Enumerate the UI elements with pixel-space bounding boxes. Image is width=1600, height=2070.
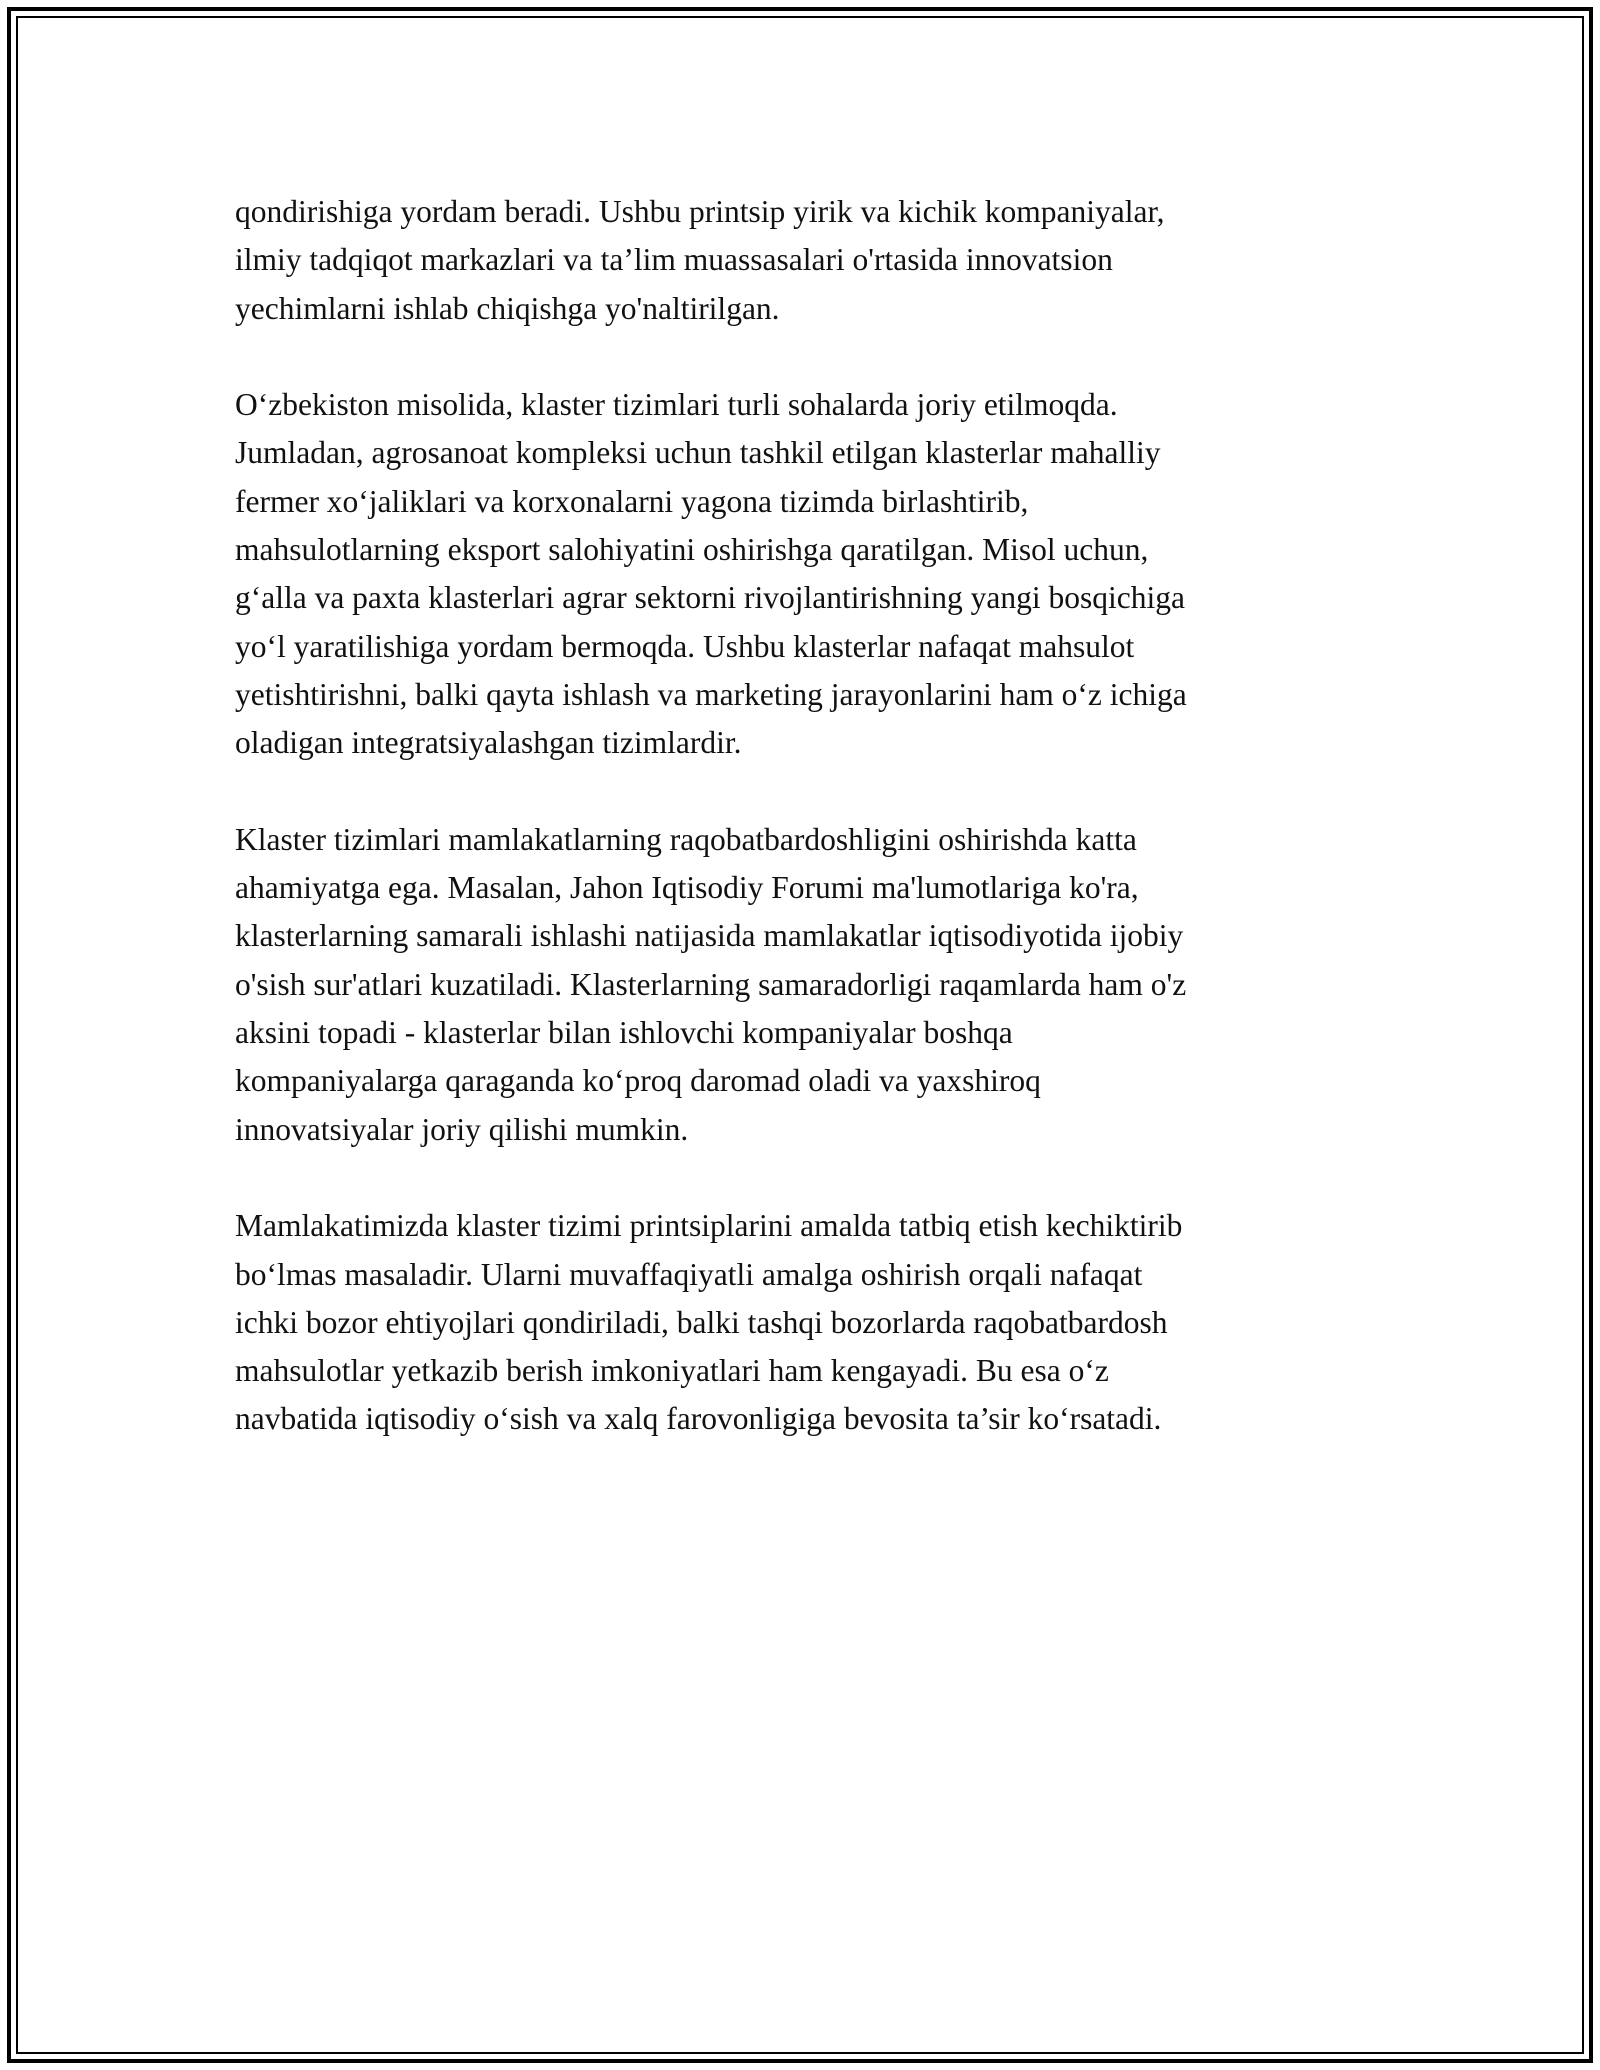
paragraph-4 xyxy=(235,1202,1365,1443)
text-line: ichki bozor ehtiyojlari qondiriladi, balki tashqi bozorlarda raqobatbardosh xyxy=(235,1304,1168,1340)
text-line: oladigan integratsiyalashgan tizimlardir. xyxy=(235,725,742,761)
text-line: ilmiy tadqiqot markazlari va ta’lim muassasalari o'rtasida innovatsion xyxy=(235,242,1113,278)
text-line: O‘zbekiston misolida, klaster tizimlari turli sohalarda joriy etilmoqda. xyxy=(235,387,1118,423)
text-line: yo‘l yaratilishiga yordam bermoqda. Ushbu klasterlar nafaqat mahsulot xyxy=(235,628,1135,664)
paragraph-1 xyxy=(235,188,1365,333)
text-line: aksini topadi - klasterlar bilan ishlovchi kompaniyalar boshqa xyxy=(235,1015,1013,1051)
text-line: qondirishiga yordam beradi. Ushbu printsip yirik va kichik kompaniyalar, xyxy=(235,194,1165,229)
text-line: innovatsiyalar joriy qilishi mumkin. xyxy=(235,1111,689,1147)
text-line: navbatida iqtisodiy o‘sish va xalq farovonligiga bevosita ta’sir ko‘rsatadi. xyxy=(235,1401,1162,1437)
text-line: mahsulotlarning eksport salohiyatini oshirishga qaratilgan. Misol uchun, xyxy=(235,532,1149,568)
text-line: g‘alla va paxta klasterlari agrar sektorni rivojlantirishning yangi bosqichiga xyxy=(235,580,1185,616)
text-line: Jumladan, agrosanoat kompleksi uchun tashkil etilgan klasterlar mahalliy xyxy=(235,435,1161,471)
document-body xyxy=(235,188,1365,1492)
paragraph-2 xyxy=(235,381,1365,767)
paragraph-3 xyxy=(235,816,1365,1154)
text-line: klasterlarning samarali ishlashi natijasida mamlakatlar iqtisodiyotida ijobiy xyxy=(235,918,1184,954)
text-line: mahsulotlar yetkazib berish imkoniyatlari ham kengayadi. Bu esa o‘z xyxy=(235,1353,1109,1389)
text-line: ahamiyatga ega. Masalan, Jahon Iqtisodiy Forumi ma'lumotlariga ko'ra, xyxy=(235,870,1139,906)
text-line: fermer xo‘jaliklari va korxonalarni yagona tizimda birlashtirib, xyxy=(235,483,1029,519)
text-line: o'sish sur'atlari kuzatiladi. Klasterlarning samaradorligi raqamlarda ham o'z xyxy=(235,966,1187,1002)
text-line: Mamlakatimizda klaster tizimi printsiplarini amalda tatbiq etish kechiktirib xyxy=(235,1208,1183,1244)
text-line: yechimlarni ishlab chiqishga yo'naltirilgan. xyxy=(235,290,780,326)
text-line: bo‘lmas masaladir. Ularni muvaffaqiyatli amalga oshirish orqali nafaqat xyxy=(235,1256,1143,1292)
text-line: kompaniyalarga qaraganda ko‘proq daromad oladi va yaxshiroq xyxy=(235,1063,1041,1099)
text-line: yetishtirishni, balki qayta ishlash va marketing jarayonlarini ham o‘z ichiga xyxy=(235,676,1187,712)
text-line: Klaster tizimlari mamlakatlarning raqobatbardoshligini oshirishda katta xyxy=(235,821,1137,857)
